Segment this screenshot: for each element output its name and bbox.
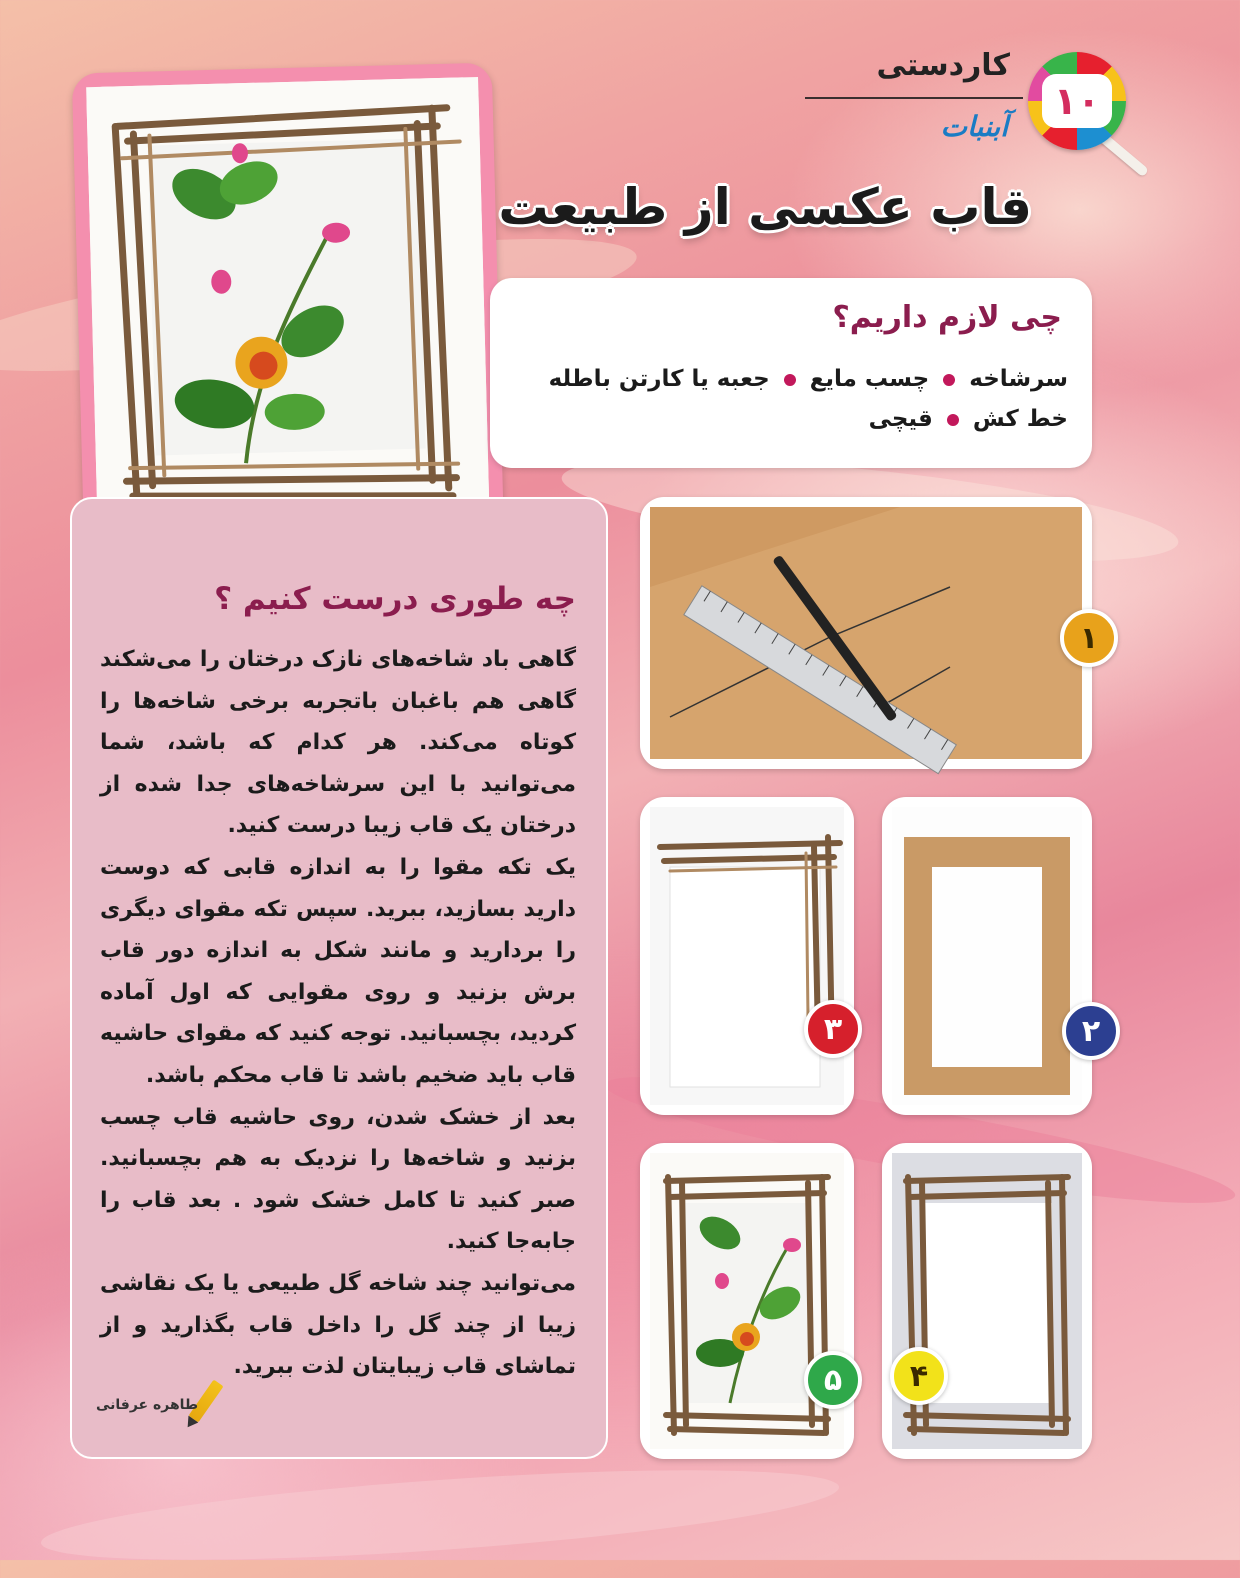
twig-frame-flower-illustration (86, 77, 490, 539)
step-5-card (640, 1143, 854, 1459)
bullet-icon (947, 414, 959, 426)
bullet-icon (784, 374, 796, 386)
author-name: طاهره عرفانی (96, 1397, 199, 1413)
lollipop-logo (1028, 52, 1132, 156)
step-number: ۵ (823, 1362, 843, 1398)
step-number: ۳ (823, 1011, 843, 1047)
step-3-badge (804, 1000, 862, 1058)
instructions-body (100, 639, 576, 1388)
cardboard-ruler-illustration (650, 507, 1082, 759)
main-photo (86, 77, 490, 539)
partial-twig-frame-illustration (650, 807, 844, 1105)
step-1-card (640, 497, 1099, 769)
step-number: ۴ (909, 1358, 929, 1394)
brand-name: آبنبات (940, 110, 1008, 143)
material-item: خط کش (972, 406, 1068, 432)
instruction-paragraph: بعد از خشک شدن، روی حاشیه قاب چسب بزنید و شاخه‌ها را نزدیک به هم بچسبانید. صبر کنید تا کامل خشک شود . بعد قاب را جابه‌جا کنید. (100, 1104, 576, 1255)
instructions-heading: چه طوری درست کنیم ؟ (214, 581, 576, 617)
cardboard-frame-illustration (892, 807, 1082, 1105)
material-item: قیچی (868, 406, 933, 432)
step-2-card (882, 797, 1101, 1115)
materials-box (490, 278, 1092, 468)
section-label: کاردستی (876, 48, 1010, 83)
instructions-panel (70, 497, 608, 1459)
step-number: ۲ (1081, 1013, 1101, 1049)
step-2-badge (1062, 1002, 1120, 1060)
instruction-paragraph: یک تکه مقوا را به اندازه قابی که دوست دارید بسازید، ببرید. سپس تکه مقوای دیگری را بردارید و مانند شکل به اندازه دور قاب برش بزنید و روی مقوایی که اول آماده کردید، بچسبانید. توجه کنید که مقوای حاشیه قاب باید ضخیم باشد تا قاب محکم باشد. (100, 854, 576, 1088)
paint-streak (39, 1452, 842, 1578)
main-photo-frame (72, 63, 504, 554)
step-4-card (882, 1143, 1092, 1459)
step-1-photo (650, 507, 1082, 759)
bullet-icon (943, 374, 955, 386)
finished-frame-illustration (650, 1153, 844, 1449)
materials-line-2 (869, 406, 1068, 432)
step-number: ۱ (1079, 620, 1099, 656)
materials-line-1 (549, 366, 1068, 392)
instruction-paragraph: گاهی باد شاخه‌های نازک درختان را می‌شکند گاهی هم باغبان باتجربه برخی شاخه‌ها را کوتاه می‌کند. هر کدام که باشد، شما می‌توانید با این سرشاخه‌های جدا شده از درختان یک قاب زیبا درست کنید. (100, 647, 576, 839)
page-title: قاب عکسی از طبیعت (498, 178, 1032, 236)
material-item: سرشاخه (969, 366, 1068, 392)
step-4-badge (890, 1347, 948, 1405)
instruction-paragraph: می‌توانید چند شاخه گل طبیعی یا یک نقاشی زیبا از چند گل را داخل قاب بگذارید و از تماشای قاب زیبایتان لذت ببرید. (100, 1270, 576, 1380)
step-3-photo (650, 807, 844, 1105)
material-item: چسب مایع (809, 366, 930, 392)
step-3-card (640, 797, 854, 1115)
step-2-photo (892, 807, 1082, 1105)
material-item: جعبه یا کارتن باطله (548, 366, 770, 392)
issue-number: ۱۰ (1042, 74, 1112, 128)
materials-heading: چی لازم داریم؟ (832, 300, 1062, 335)
step-5-photo (650, 1153, 844, 1449)
step-1-badge (1060, 609, 1118, 667)
step-5-badge (804, 1351, 862, 1409)
header-divider (805, 97, 1023, 99)
